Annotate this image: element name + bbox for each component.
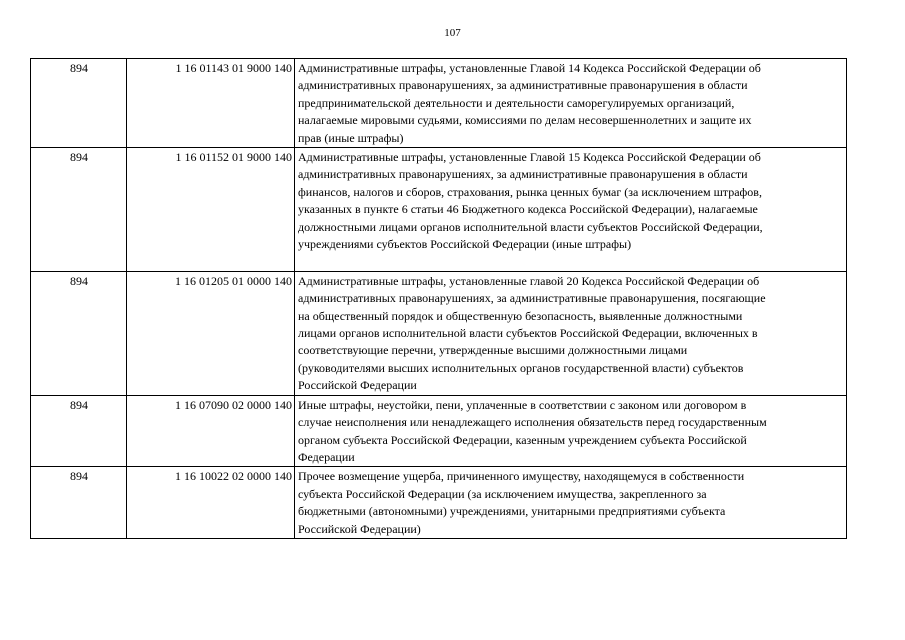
table-row: [31, 271, 847, 395]
table-row: [31, 59, 847, 148]
description-cell: [295, 467, 847, 539]
description-line: Иные штрафы, неустойки, пени, уплаченные в соответствии с законом или договором в: [298, 397, 747, 412]
description-line: финансов, налогов и сборов, страхования, рынка ценных бумаг (за исключением штрафов,: [298, 184, 762, 199]
kbk-code-cell: 1 16 07090 02 0000 140: [127, 395, 295, 467]
description-line: учреждениями субъектов Российской Федерации (иные штрафы): [298, 237, 632, 252]
description-line: на общественный порядок и общественную безопасность, выявленные должностными: [298, 308, 743, 323]
description-line: Административные штрафы, установленные Главой 14 Кодекса Российской Федерации об: [298, 61, 761, 75]
description-line: должностными лицами органов исполнительной власти субъектов Российской Федерации,: [298, 219, 763, 234]
description-line: административных правонарушениях, за административные правонарушения, посягающие: [298, 291, 766, 306]
budget-classification-table: [30, 58, 847, 539]
description-line: налагаемые мировыми судьями, комиссиями по делам несовершеннолетних и защите их: [298, 113, 752, 128]
description-line: [298, 253, 844, 270]
description-line: указанных в пункте 6 статьи 46 Бюджетного кодекса Российской Федерации), налагаемые: [298, 202, 758, 217]
table-row: [31, 467, 847, 539]
description-cell: [295, 395, 847, 467]
description-line: органом субъекта Российской Федерации, казенным учреждением субъекта Российской: [298, 432, 747, 447]
admin-code-cell: 894: [31, 467, 127, 539]
description-line: случае неисполнения или ненадлежащего исполнения обязательств перед государственным: [298, 415, 767, 430]
description-line: Административные штрафы, установленные Главой 15 Кодекса Российской Федерации об: [298, 150, 761, 165]
description-cell: [295, 59, 847, 148]
admin-code-cell: 894: [31, 271, 127, 395]
description-line: административных правонарушениях, за административные правонарушения в области: [298, 167, 748, 182]
description-line: бюджетными (автономными) учреждениями, унитарными предприятиями субъекта: [298, 504, 726, 519]
kbk-code-cell: 1 16 01143 01 9000 140: [127, 59, 295, 148]
description-line: предпринимательской деятельности и деятельности саморегулируемых организаций,: [298, 95, 735, 110]
description-line: прав (иные штрафы): [298, 130, 404, 145]
description-line: субъекта Российской Федерации (за исключением имущества, закрепленного за: [298, 486, 707, 501]
description-line: Российской Федерации: [298, 378, 417, 393]
description-line: (руководителями высших исполнительных органов государственной власти) субъектов: [298, 360, 744, 375]
kbk-code-cell: 1 16 10022 02 0000 140: [127, 467, 295, 539]
description-line: лицами органов исполнительной власти субъектов Российской Федерации, включенных в: [298, 326, 758, 341]
description-line: Прочее возмещение ущерба, причиненного имуществу, находящемуся в собственности: [298, 469, 745, 484]
description-line: Административные штрафы, установленные главой 20 Кодекса Российской Федерации об: [298, 273, 760, 288]
description-cell: [295, 271, 847, 395]
description-line: соответствующие перечни, утвержденные высшими должностными лицами: [298, 343, 688, 358]
description-line: административных правонарушениях, за административные правонарушения в области: [298, 78, 748, 93]
admin-code-cell: 894: [31, 148, 127, 272]
kbk-code-cell: 1 16 01152 01 9000 140: [127, 148, 295, 272]
description-line: Федерации: [298, 449, 355, 464]
table-row: [31, 148, 847, 272]
table-row: [31, 395, 847, 467]
admin-code-cell: 894: [31, 395, 127, 467]
page-number: 107: [444, 27, 461, 39]
admin-code-cell: 894: [31, 59, 127, 148]
kbk-code-cell: 1 16 01205 01 0000 140: [127, 271, 295, 395]
description-line: Российской Федерации): [298, 521, 421, 536]
description-cell: [295, 148, 847, 272]
